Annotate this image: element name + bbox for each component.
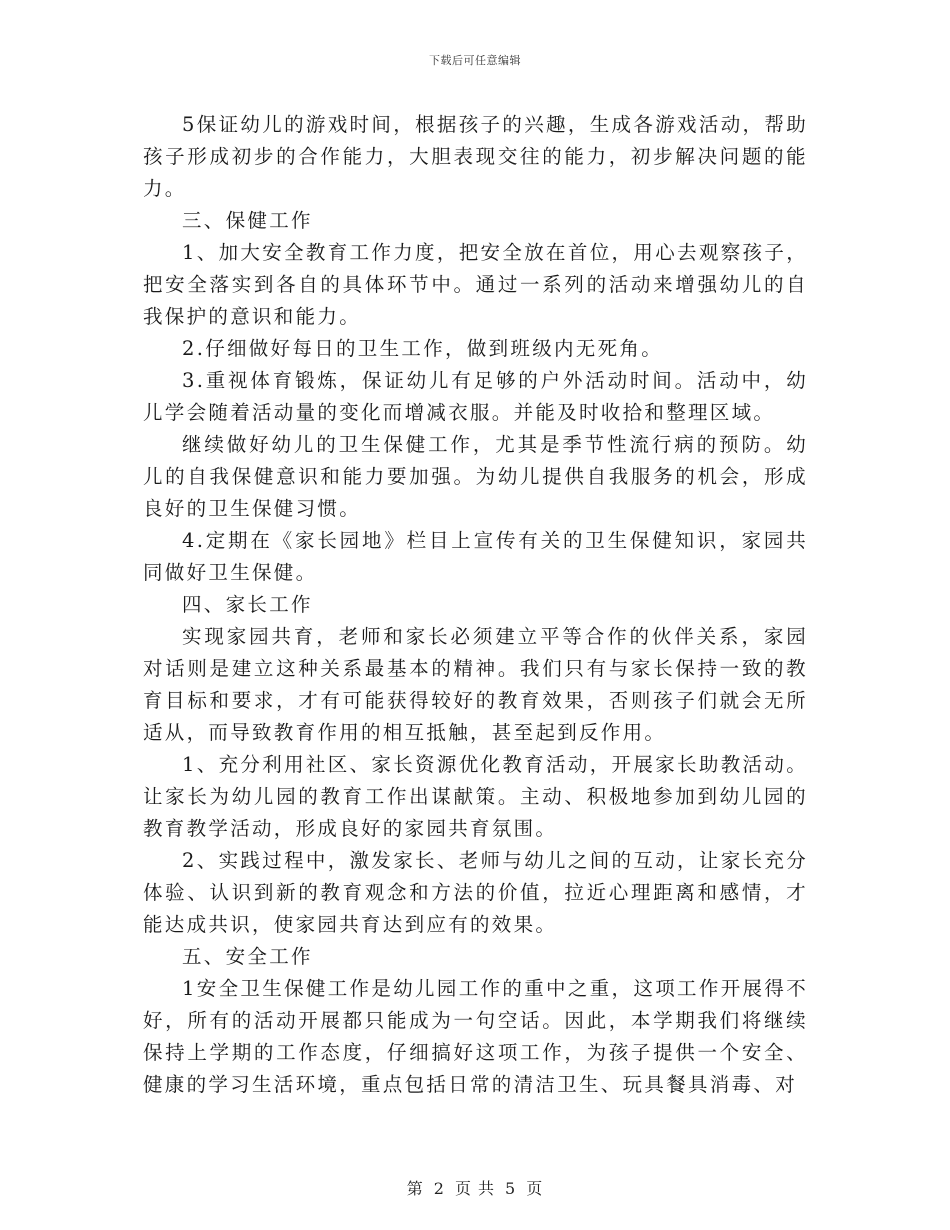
document-body: [143, 109, 808, 1101]
footer-suffix: 页: [526, 1179, 544, 1198]
paragraph: 2.仔细做好每日的卫生工作，做到班级内无死角。: [182, 337, 664, 360]
page-header: 下载后可任意编辑: [429, 54, 521, 67]
section-heading: 四、家长工作: [182, 593, 313, 616]
paragraph: 1、充分利用社区、家长资源优化教育活动，开展家长助教活动。让家长为幼儿园的教育工作出谋献策。主动、积极地参加到幼儿园的教育教学活动，形成良好的家园共育氛围。: [143, 753, 808, 840]
footer-middle: 页 共: [454, 1179, 496, 1198]
paragraph: 2、实践过程中，激发家长、老师与幼儿之间的互动，让家长充分体验、认识到新的教育观念和方法的价值，拉近心理距离和感情，才能达成共识，使家园共育达到应有的效果。: [143, 849, 808, 936]
paragraph: 实现家园共育，老师和家长必须建立平等合作的伙伴关系，家园对话则是建立这种关系最基本的精神。我们只有与家长保持一致的教育目标和要求，才有可能获得较好的教育效果，否则孩子们就会无所适从，而导致教育作用的相互抵触，甚至起到反作用。: [143, 625, 808, 744]
paragraph: 5保证幼儿的游戏时间，根据孩子的兴趣，生成各游戏活动，帮助孩子形成初步的合作能力，大胆表现交往的能力，初步解决问题的能力。: [143, 113, 808, 200]
page-number: 2: [433, 1179, 445, 1198]
paragraph: 4.定期在《家长园地》栏目上宣传有关的卫生保健知识，家园共同做好卫生保健。: [143, 529, 808, 584]
paragraph: 1、加大安全教育工作力度，把安全放在首位，用心去观察孩子，把安全落实到各自的具体环节中。通过一系列的活动来增强幼儿的自我保护的意识和能力。: [143, 241, 808, 328]
page-total: 5: [505, 1179, 517, 1198]
section-heading: 五、安全工作: [182, 945, 313, 968]
page-footer: [0, 1176, 950, 1199]
paragraph: 1安全卫生保健工作是幼儿园工作的重中之重，这项工作开展得不好，所有的活动开展都只能成为一句空话。因此，本学期我们将继续保持上学期的工作态度，仔细搞好这项工作，为孩子提供一个安全、健康的学习生活环境，重点包括日常的清洁卫生、玩具餐具消毒、对: [143, 977, 808, 1096]
section-heading: 三、保健工作: [182, 209, 313, 232]
footer-prefix: 第: [406, 1179, 424, 1198]
paragraph: 3.重视体育锻炼，保证幼儿有足够的户外活动时间。活动中，幼儿学会随着活动量的变化而增减衣服。并能及时收拾和整理区域。: [143, 369, 808, 424]
paragraph: 继续做好幼儿的卫生保健工作，尤其是季节性流行病的预防。幼儿的自我保健意识和能力要加强。为幼儿提供自我服务的机会，形成良好的卫生保健习惯。: [143, 433, 808, 520]
